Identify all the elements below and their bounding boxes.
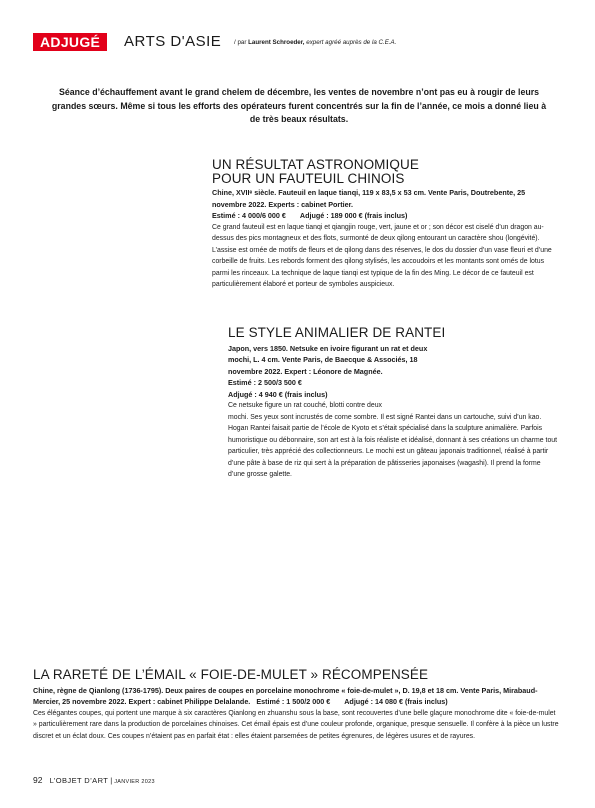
article-meta (33, 685, 560, 708)
footer-separator: | (110, 776, 113, 785)
intro-paragraph: Séance d’échauffement avant le grand chelem de décembre, les ventes de novembre n’ont pas eu à rougir de leurs grandes sœurs. Même si tous les efforts des opérateurs furent concentrés sur la fin de l’année, ce mois a donné lieu à de très beaux résultats. (51, 87, 547, 124)
section-title: ARTS D'ASIE (124, 33, 222, 50)
article-meta: Japon, vers 1850. Netsuke en ivoire figurant un rat et deux mochi, L. 4 cm. Vente Paris, de Baecque & Associés, 18 novembre 2022. Expert : Léonore de Magnée. (228, 343, 428, 376)
section-badge: ADJUGÉ (33, 33, 107, 51)
article-estimate: Estimé : 2 500/3 500 € (228, 378, 302, 387)
article-body: Ce grand fauteuil est en laque tianqi et qiangjin rouge, vert, jaune et or ; son décor est ciselé d’un dragon au-dessus des pics montagneux et des flots, surmonté de deux qilong entourant un caractère shou (longévité). L’assise est ornée de motifs de fleurs et de qilong dans des réserves, le dos du dossier d’un vase fleuri et d’une corbeille de fruits. Les rebords forment des qilong stylisés, les accoudoirs et les montants sont ornés de lotus parmi les rinceaux. La technique de laque tianqi est typique de la fin des Ming. Le décor de ce fauteuil est particulièrement élaboré et porteur de symboles auspicieux. (212, 223, 552, 288)
article-coupes (33, 668, 560, 742)
article-fauteuil (212, 158, 557, 291)
article-title: LA RARETÉ DE L’ÉMAIL « FOIE-DE-MULET » RÉCOMPENSÉE (33, 667, 429, 682)
byline-author: Laurent Schroeder, (248, 39, 305, 46)
article-netsuke (228, 326, 558, 481)
page-footer (33, 775, 155, 787)
article-result: Adjugé : 4 940 € (frais inclus) (228, 389, 328, 399)
article-body-intro: Ce netsuke figure un rat couché, blotti contre deux (228, 402, 382, 409)
article-meta: Chine, XVIIᵉ siècle. Fauteuil en laque tianqi, 119 x 83,5 x 53 cm. Vente Paris, Doutrebente, 25 novembre 2022. Experts : cabinet Portier. (212, 188, 526, 209)
byline (234, 39, 396, 47)
magazine-name: L’OBJET D’ART (49, 776, 109, 785)
article-title-line: POUR UN FAUTEUIL CHINOIS (212, 170, 405, 186)
article-title-line: UN RÉSULTAT ASTRONOMIQUE (212, 157, 419, 172)
article-title (212, 158, 557, 185)
page-number: 92 (33, 775, 43, 785)
byline-prefix: / par (234, 39, 247, 46)
article-estimate: Estimé : 1 500/2 000 € (256, 697, 331, 706)
article-prices (212, 210, 557, 222)
byline-role: expert agréé auprès de la C.E.A. (306, 39, 397, 46)
article-result: Adjugé : 189 000 € (frais inclus) (299, 211, 408, 220)
article-meta-text: Chine, règne de Qianlong (1736-1795). Deux paires de coupes en porcelaine monochrome « foie-de-mulet », D. 19,8 et 18 cm. Vente Paris, Mirabaud-Mercier, 25 novembre 2022. Expert : cabinet Philippe Delalande. (33, 685, 538, 706)
article-estimate: Estimé : 4 000/6 000 € (212, 211, 286, 220)
article-body: Ces élégantes coupes, qui portent une marque à six caractères Qianlong en zhuanshu sous la base, sont recouvertes d’une belle glaçure monochrome dite « foie-de-mulet » particulièrement rare dans la production de porcelaines chinoises. Cet émail épais est d’une couleur profonde, organique, presque sensuelle. Il confère à la pièce un lustre discret et un éclat doux. Ces coupes n’étaient pas en parfait état : elles étaient parsemées de petites égrenures, de légères usures et de rayures. (33, 709, 559, 740)
article-result: Adjugé : 14 080 € (frais inclus) (344, 697, 448, 706)
article-body: mochi. Ses yeux sont incrustés de corne sombre. Il est signé Rantei dans un cartouche, suivi d’un kao. Hogan Rantei faisait partie de l’école de Kyoto et s’était spécialisé dans la sculpture animalière. Parfois humoristique ou débonnaire, son art est à la fois réaliste et idéalisé, donnant à ses créations un charme tout particulier, très apprécié des collectionneurs. Le mochi est un gâteau japonais traditionnel, réalisé à partir d’une pâte à base de riz qui sert à la préparation de pâtisseries japonaises (wagashi). Il prend la forme d’une grosse galette. (228, 413, 558, 478)
issue-date: JANVIER 2023 (114, 779, 155, 785)
article-title: LE STYLE ANIMALIER DE RANTEI (228, 325, 446, 340)
